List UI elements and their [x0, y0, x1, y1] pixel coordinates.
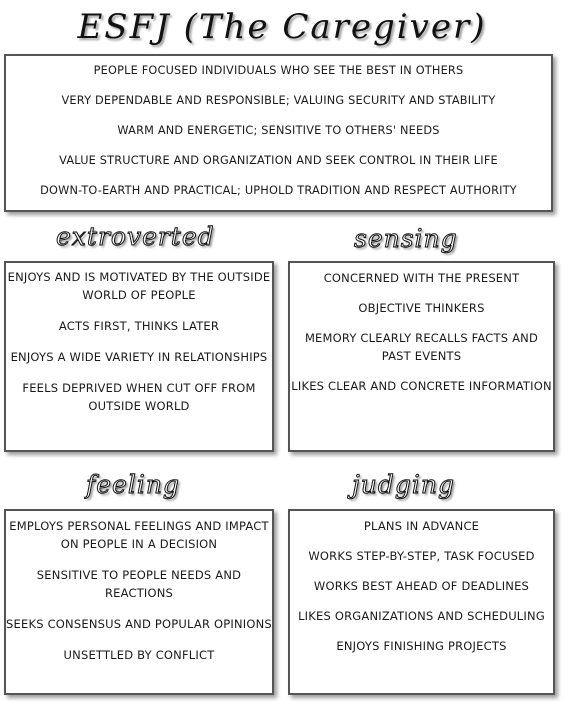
sensing-item: LIKES CLEAR AND CONCRETE INFORMATION: [291, 379, 552, 393]
judging-box: [288, 509, 555, 695]
feeling-heading: feeling: [86, 470, 180, 499]
extroverted-box: [4, 261, 274, 452]
extroverted-heading: extroverted: [56, 222, 215, 251]
sensing-heading: sensing: [354, 224, 458, 253]
summary-line: VALUE STRUCTURE AND ORGANIZATION AND SEEK CONTROL IN THEIR LIFE: [59, 154, 498, 167]
extroverted-item: FEELS DEPRIVED WHEN CUT OFF FROM OUTSIDE WORLD: [22, 381, 256, 413]
summary-line: VERY DEPENDABLE AND RESPONSIBLE; VALUING SECURITY AND STABILITY: [61, 94, 496, 107]
sensing-item: MEMORY CLEARLY RECALLS FACTS AND PAST EVENTS: [304, 331, 539, 363]
sensing-item: OBJECTIVE THINKERS: [358, 301, 485, 315]
sensing-item: CONCERNED WITH THE PRESENT: [323, 271, 520, 285]
feeling-item: SEEKS CONSENSUS AND POPULAR OPINIONS: [6, 617, 272, 631]
judging-item: PLANS IN ADVANCE: [363, 519, 480, 533]
summary-line: DOWN-TO-EARTH AND PRACTICAL; UPHOLD TRADITION AND RESPECT AUTHORITY: [40, 184, 517, 197]
summary-line: PEOPLE FOCUSED INDIVIDUALS WHO SEE THE BEST IN OTHERS: [93, 64, 464, 77]
extroverted-item: ENJOYS AND IS MOTIVATED BY THE OUTSIDE WORLD OF PEOPLE: [7, 270, 271, 302]
feeling-item: UNSETTLED BY CONFLICT: [63, 648, 215, 662]
feeling-item: EMPLOYS PERSONAL FEELINGS AND IMPACT ON PEOPLE IN A DECISION: [9, 519, 269, 551]
page-title: ESFJ (The Caregiver): [77, 7, 487, 47]
extroverted-item: ACTS FIRST, THINKS LATER: [58, 319, 220, 333]
feeling-item: SENSITIVE TO PEOPLE NEEDS AND REACTIONS: [36, 568, 242, 600]
sensing-box: [288, 261, 555, 452]
feeling-box: [4, 509, 274, 695]
summary-box: [4, 54, 553, 212]
judging-item: WORKS STEP-BY-STEP, TASK FOCUSED: [308, 549, 535, 563]
extroverted-item: ENJOYS A WIDE VARIETY IN RELATIONSHIPS: [10, 350, 268, 364]
judging-item: LIKES ORGANIZATIONS AND SCHEDULING: [298, 609, 545, 623]
judging-item: ENJOYS FINISHING PROJECTS: [336, 639, 507, 653]
summary-line: WARM AND ENERGETIC; SENSITIVE TO OTHERS' NEEDS: [117, 124, 440, 137]
judging-item: WORKS BEST AHEAD OF DEADLINES: [313, 579, 530, 593]
judging-heading: judging: [352, 470, 455, 499]
